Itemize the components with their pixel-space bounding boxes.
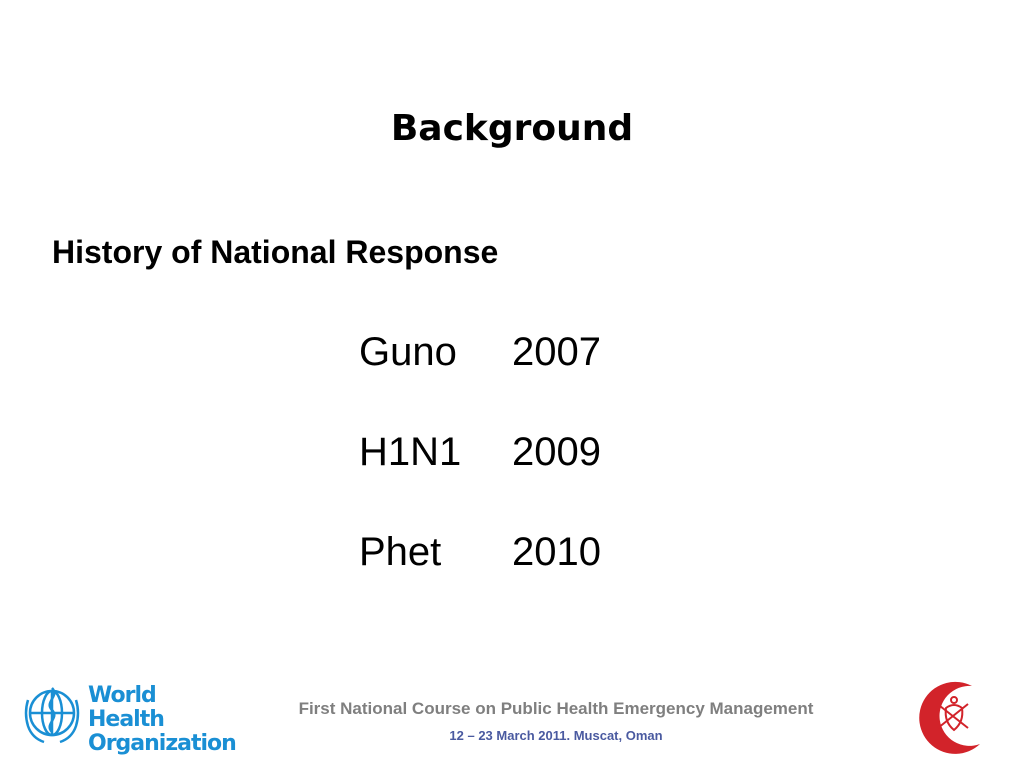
event-year: 2007 <box>512 330 601 374</box>
footer-course-title: First National Course on Public Health Emergency Management <box>298 699 814 718</box>
slide-title: Background <box>390 108 634 149</box>
slide-subtitle: History of National Response <box>52 234 499 270</box>
event-name: Phet <box>359 530 442 574</box>
who-logo-line2: Organization <box>88 731 236 756</box>
event-name: H1N1 <box>359 430 462 474</box>
event-year: 2010 <box>512 530 601 574</box>
event-year: 2009 <box>512 430 601 474</box>
who-logo-line1: World Health <box>88 683 164 732</box>
footer-dates: 12 – 23 March 2011. Muscat, Oman <box>449 728 663 743</box>
oman-emblem-icon <box>910 678 994 758</box>
event-name: Guno <box>359 330 457 374</box>
who-logo-text <box>88 684 236 756</box>
